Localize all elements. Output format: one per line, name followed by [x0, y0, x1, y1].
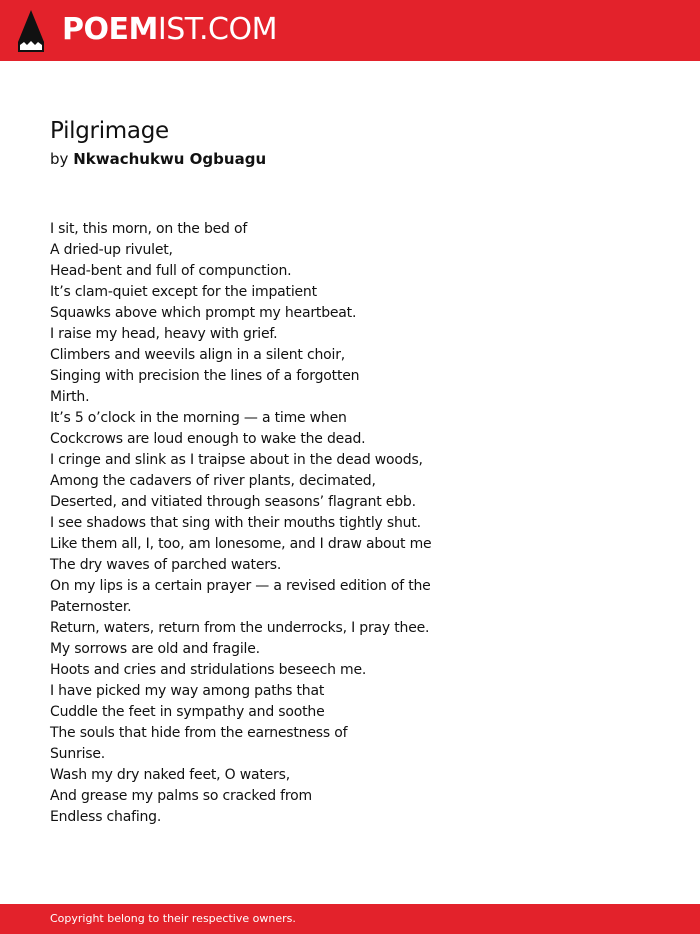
poem-line: Hoots and cries and stridulations beseech me.	[50, 662, 367, 678]
poem-line: Paternoster.	[50, 599, 132, 615]
poem-author: Nkwachukwu Ogbuagu	[73, 150, 267, 168]
poem-line: Climbers and weevils align in a silent choir,	[50, 347, 346, 363]
copyright-notice: Copyright belong to their respective owners.	[50, 912, 296, 925]
poem-line: It’s clam-quiet except for the impatient	[50, 284, 317, 300]
poem-line: Wash my dry naked feet, O waters,	[50, 767, 290, 783]
poem-line: It’s 5 o’clock in the morning — a time when	[50, 410, 347, 426]
poem-line: Squawks above which prompt my heartbeat.	[50, 305, 357, 321]
poem-line: Cockcrows are loud enough to wake the dead.	[50, 431, 366, 447]
poem-line: On my lips is a certain prayer — a revised edition of the	[50, 578, 431, 594]
poem-line: I see shadows that sing with their mouths tightly shut.	[50, 515, 421, 531]
poem-line: My sorrows are old and fragile.	[50, 641, 260, 657]
poem-title: Pilgrimage	[50, 118, 169, 144]
poem-line: Deserted, and vitiated through seasons’ flagrant ebb.	[50, 494, 416, 510]
poem-line: I raise my head, heavy with grief.	[50, 326, 278, 342]
pencil-tip-logo-icon[interactable]	[18, 10, 44, 52]
poem-line: Like them all, I, too, am lonesome, and I draw about me	[50, 536, 432, 552]
logo-text-bold: POEM	[62, 12, 158, 47]
poem-line: Sunrise.	[50, 746, 106, 762]
site-header	[0, 0, 700, 61]
poem-body	[50, 219, 431, 828]
poem-line: I have picked my way among paths that	[50, 683, 325, 699]
poem-line: Endless chafing.	[50, 809, 162, 825]
site-footer	[0, 904, 700, 934]
poem-line: Head-bent and full of compunction.	[50, 263, 292, 279]
poem-line: Mirth.	[50, 389, 90, 405]
poem-line: The souls that hide from the earnestness of	[50, 725, 348, 741]
poem-line: Return, waters, return from the underrocks, I pray thee.	[50, 620, 430, 636]
poem-line: The dry waves of parched waters.	[50, 557, 282, 573]
poem-line: I cringe and slink as I traipse about in the dead woods,	[50, 452, 423, 468]
poem-byline	[50, 148, 266, 170]
poem-line: Cuddle the feet in sympathy and soothe	[50, 704, 325, 720]
site-logo[interactable]	[62, 12, 277, 48]
poem-line: And grease my palms so cracked from	[50, 788, 312, 804]
by-label: by	[50, 150, 69, 168]
poem-line: Among the cadavers of river plants, decimated,	[50, 473, 376, 489]
poem-line: Singing with precision the lines of a forgotten	[50, 368, 360, 384]
poem-line: I sit, this morn, on the bed of	[50, 221, 248, 237]
logo-text-light: IST.COM	[157, 12, 277, 47]
poem-line: A dried-up rivulet,	[50, 242, 173, 258]
